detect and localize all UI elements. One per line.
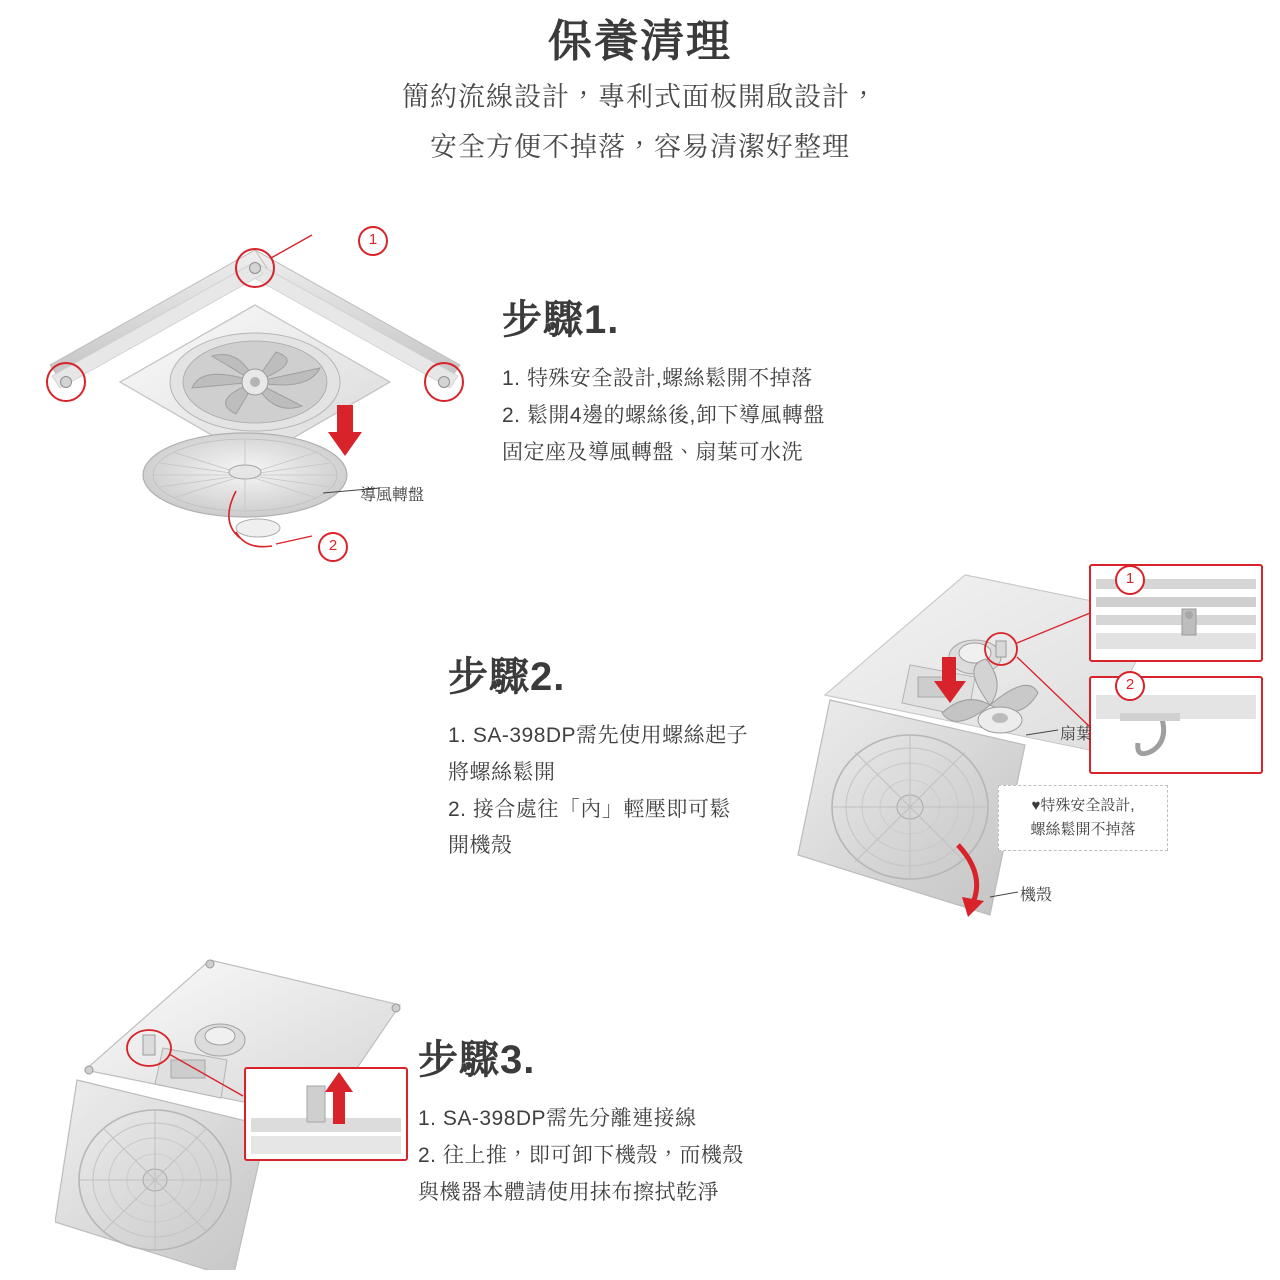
page-subtitle-line-2: 安全方便不掉落，容易清潔好整理 [430,131,850,162]
figure2-safety-note [998,785,1168,851]
step-1-line-1: 1. 特殊安全設計,螺絲鬆開不掉落 [502,367,813,390]
figure-step-3-graphic [55,930,435,1270]
step-3-text [418,1028,744,1211]
figure2-callout-2: 2 [1115,671,1145,701]
step-3-line-2: 2. 往上推，即可卸下機殼，而機殼 [418,1143,744,1167]
step-3-line-1: 1. SA-398DP需先分離連接線 [418,1107,697,1130]
page-subtitle-line-1: 簡約流線設計，專利式面板開啟設計， [402,82,878,112]
page-title: 保養清理 [548,17,732,66]
step-3-line-3: 與機器本體請使用抹布擦拭乾淨 [418,1180,719,1204]
step-1-text [502,288,825,471]
step-2-line-3: 2. 接合處往「內」輕壓即可鬆 [448,797,731,821]
step-2-line-1: 1. SA-398DP需先使用螺絲起子 [448,724,749,747]
figure2-callout-1: 1 [1115,565,1145,595]
figure-step-1-graphic [40,210,480,570]
step-2-line-4: 開機殼 [448,834,513,858]
figure2-label-fan-blade: 扇葉 [1060,726,1093,743]
figure-step-1 [40,210,480,570]
step-2-line-2: 將螺絲鬆開 [448,760,556,784]
step-1-line-3: 固定座及導風轉盤、扇葉可水洗 [502,440,803,464]
step-2-title: 步驟2. [448,655,566,699]
figure1-callout-2: 2 [318,532,348,562]
figure-step-2 [790,545,1280,965]
heart-icon: ♥ [1031,797,1041,814]
step-2-text [448,645,748,865]
figure2-note-line-1: 特殊安全設計, [1040,797,1135,814]
step-1-title: 步驟1. [502,298,620,342]
figure-step-3 [55,930,435,1270]
figure2-note-line-2: 螺絲鬆開不掉落 [1030,821,1136,838]
step-3-title: 步驟3. [418,1038,536,1082]
step-1-line-2: 2. 鬆開4邊的螺絲後,卸下導風轉盤 [502,403,825,427]
figure1-label-guide-disc: 導風轉盤 [360,487,425,504]
figure1-callout-1: 1 [358,226,388,256]
figure2-label-housing: 機殼 [1020,887,1053,904]
page-header [0,0,1280,169]
